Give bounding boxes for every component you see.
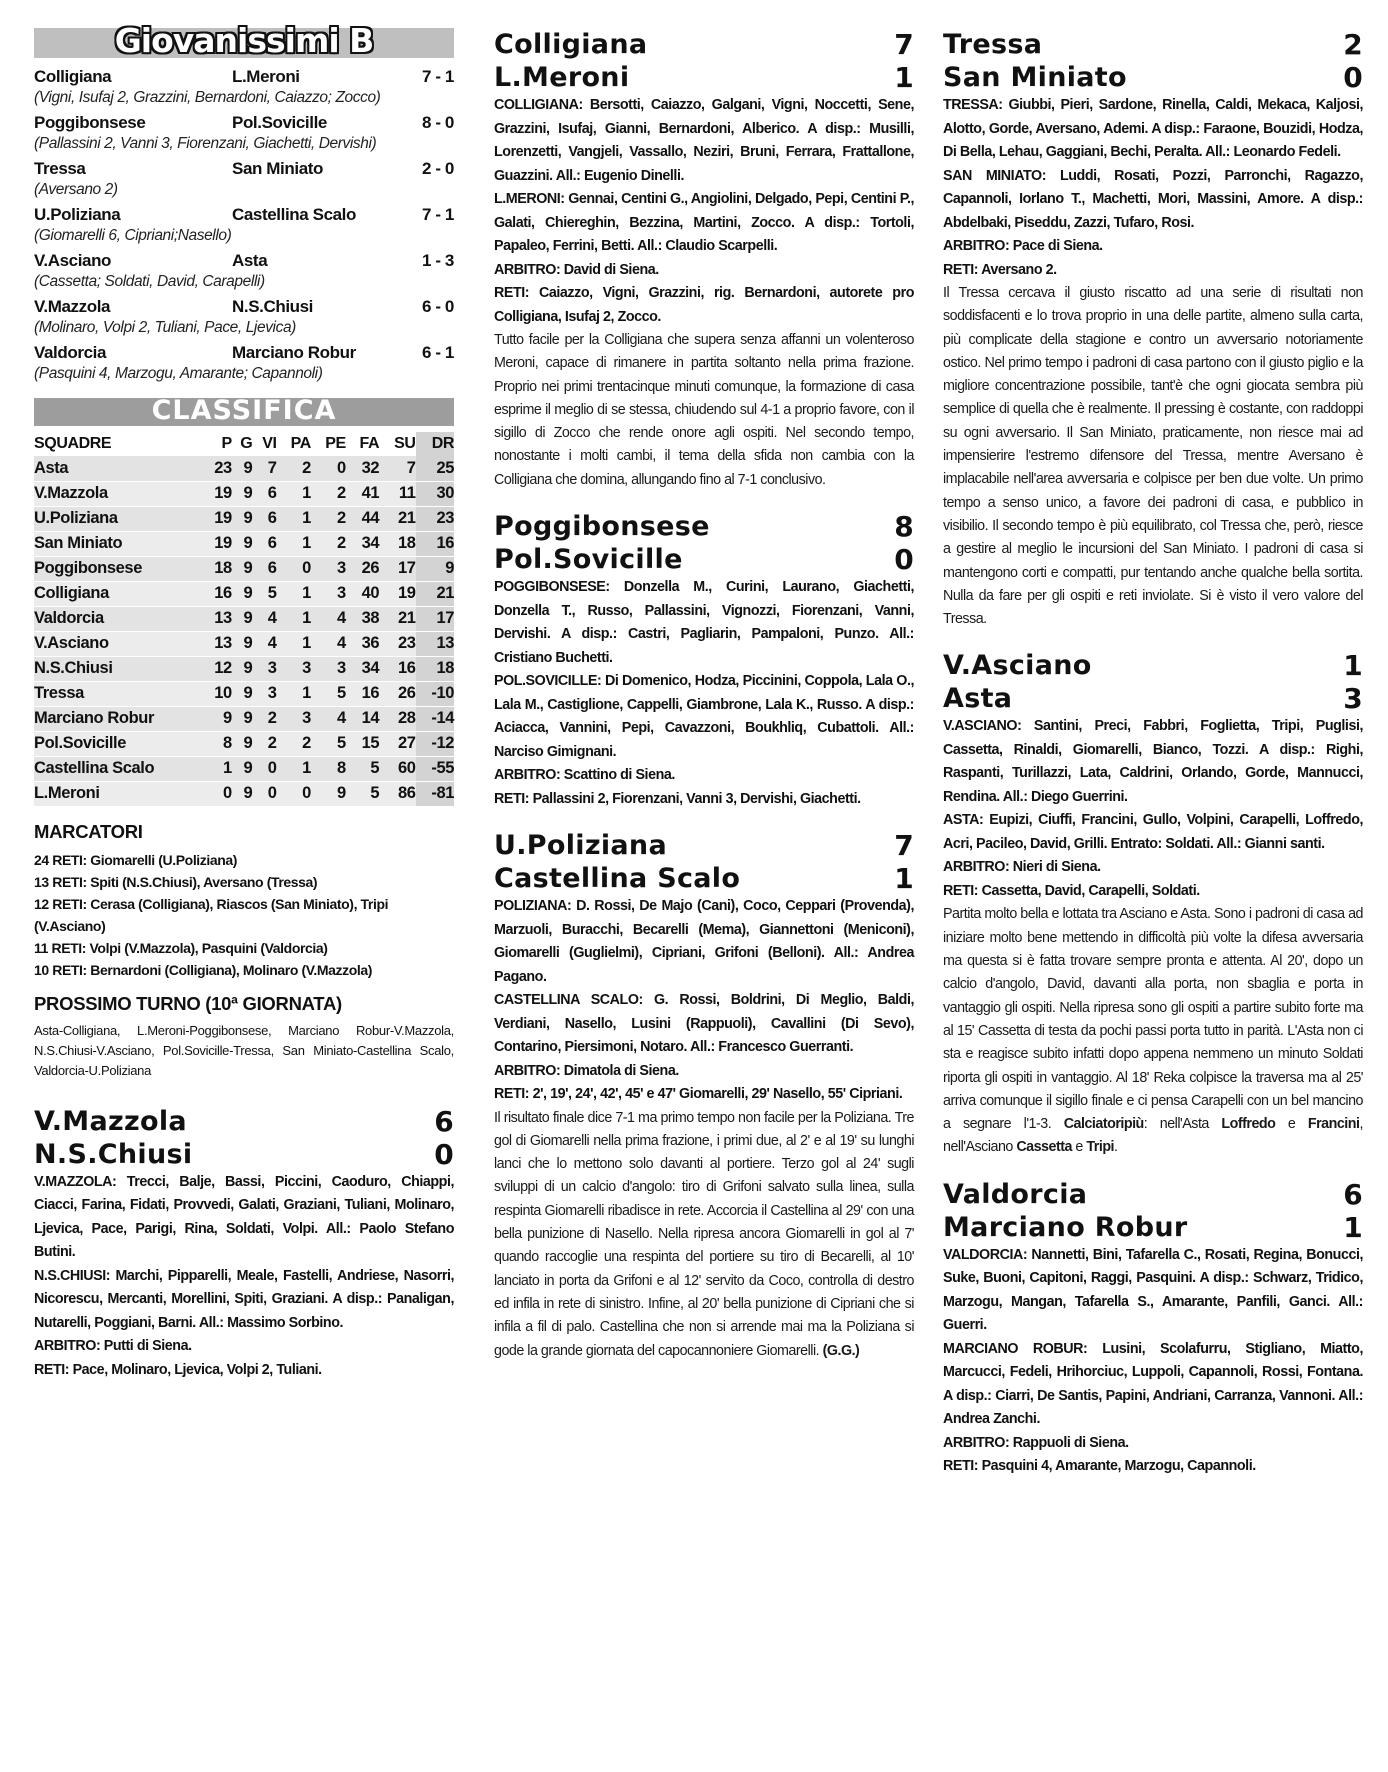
standings-team: Pol.Sovicille (34, 731, 202, 756)
referee: ARBITRO: Dimatola di Siena. (494, 1062, 679, 1079)
column-matches-3 (943, 28, 1363, 1497)
standings-value: 9 (311, 781, 346, 806)
result-scorers: (Molinaro, Volpi 2, Tuliani, Pace, Ljevica) (34, 319, 296, 336)
standings-value: 4 (311, 606, 346, 631)
standings-value: 2 (277, 731, 311, 756)
standings-value: 19 (202, 481, 232, 506)
standings-value: 0 (252, 781, 276, 806)
home-team-line (494, 510, 914, 543)
standings-value: 15 (346, 731, 379, 756)
home-team-line (943, 1178, 1363, 1211)
result-score: 1 - 3 (421, 251, 454, 270)
standings-team: L.Meroni (34, 781, 202, 806)
home-score: 2 (1343, 28, 1363, 61)
standings-team: Colligiana (34, 581, 202, 606)
away-lineup: L.MERONI: Gennai, Centini G., Angiolini, Delgado, Pepi, Centini P., Galati, Chiereghin, Bezzina, Martini, Zocco. A disp.: Tortoli, Papaleo, Ferrini, Betti. All.: Claudio Scarpelli. (494, 191, 914, 254)
referee: ARBITRO: Scattino di Siena. (494, 767, 675, 784)
home-lineup: POGGIBONSESE: Donzella M., Curini, Laurano, Giachetti, Donzella T., Russo, Pallassini, Vignozzi, Fiorenzani, Vanni, Dervishi. A disp.: Castri, Pagliarin, Pampaloni, Punzo. All.: Cristiano Buchetti. (494, 579, 914, 666)
calciatori-player: Loffredo (1221, 1116, 1276, 1133)
goals: RETI: 2', 19', 24', 42', 45' e 47' Giomarelli, 29' Nasello, 55' Cipriani. (494, 1086, 903, 1103)
standings-value: 9 (232, 606, 252, 631)
standings-value: 9 (232, 731, 252, 756)
away-team: L.Meroni (494, 62, 630, 93)
home-score: 6 (434, 1104, 454, 1138)
home-score: 6 (1343, 1177, 1363, 1211)
result-score: 6 - 1 (421, 343, 454, 362)
standings-value: 3 (277, 706, 311, 731)
standings-value: 5 (252, 581, 276, 606)
result-row (34, 204, 454, 226)
home-team: Colligiana (494, 29, 648, 60)
away-lineup: N.S.CHIUSI: Marchi, Pipparelli, Meale, Fastelli, Andriese, Nasorri, Nicorescu, Mercanti, Morellini, Spiti, Graziani. A disp.: Panaligan, Nutarelli, Poggiani, Barni. All.: Massimo Sorbino. (34, 1267, 454, 1331)
referee: ARBITRO: Nieri di Siena. (943, 859, 1101, 876)
away-lineup: CASTELLINA SCALO: G. Rossi, Boldrini, Di Meglio, Baldi, Verdiani, Nasello, Lusini (Rappuoli), Cavallini (Di Sevo), Contarino, Piersimoni, Notaro. All.: Francesco Guerranti. (494, 992, 914, 1056)
standings-row (34, 481, 454, 506)
home-score: 1 (1343, 649, 1363, 683)
standings-value: 0 (311, 456, 346, 481)
home-team-line (943, 649, 1363, 682)
standings-value: 30 (416, 481, 455, 506)
section-title: Giovanissimi B (114, 21, 374, 60)
standings-value: 9 (232, 531, 252, 556)
standings-value: 3 (311, 556, 346, 581)
result-score: 2 - 0 (421, 159, 454, 178)
report-signature: (G.G.) (822, 1342, 860, 1359)
goals: RETI: Pasquini 4, Amarante, Marzogu, Capannoli. (943, 1458, 1256, 1475)
standings-row (34, 581, 454, 606)
result-scorers: (Pasquini 4, Marzogu, Amarante; Capannoli) (34, 365, 323, 382)
home-team: U.Poliziana (494, 830, 667, 862)
calciatori-player: Francini (1307, 1116, 1360, 1133)
standings-value: 9 (232, 681, 252, 706)
standings-row (34, 656, 454, 681)
standings-header-cell: PA (290, 435, 311, 452)
standings-team: Marciano Robur (34, 706, 202, 731)
standings-value: 21 (379, 606, 415, 631)
standings-value: 1 (202, 756, 232, 781)
standings-value: 0 (202, 781, 232, 806)
standings-value: 5 (346, 781, 379, 806)
standings-value: 6 (252, 481, 276, 506)
standings-value: 26 (346, 556, 379, 581)
standings-row (34, 456, 454, 481)
standings-value: 5 (346, 756, 379, 781)
result-scorers: (Cassetta; Soldati, David, Carapelli) (34, 273, 265, 290)
standings-row (34, 681, 454, 706)
result-row (34, 66, 454, 88)
result-home-team: Tressa (34, 159, 86, 178)
result-away-team: L.Meroni (232, 67, 300, 86)
calciatori-label: Calciatoripiù (1063, 1116, 1144, 1133)
section-banner-classifica (34, 395, 454, 426)
result-away-team: San Miniato (232, 159, 323, 178)
home-score: 7 (894, 829, 914, 863)
standings-value: 9 (232, 456, 252, 481)
standings-value: 16 (202, 581, 232, 606)
home-team-line (494, 28, 914, 61)
standings-value: 2 (311, 506, 346, 531)
standings-value: 17 (379, 556, 415, 581)
section-banner-giovanissimi (34, 21, 454, 60)
standings-team: V.Mazzola (34, 481, 202, 506)
standings-value: 21 (416, 581, 455, 606)
away-team-line (494, 543, 914, 576)
standings-value: 8 (202, 731, 232, 756)
home-score: 8 (894, 510, 914, 544)
standings-row (34, 531, 454, 556)
standings-value: 28 (379, 706, 415, 731)
standings-value: 12 (202, 656, 232, 681)
standings-value: 3 (252, 681, 276, 706)
standings-row (34, 706, 454, 731)
standings-value: 5 (311, 681, 346, 706)
standings-value: 7 (379, 456, 415, 481)
standings-value: 2 (277, 456, 311, 481)
goals: RETI: Caiazzo, Vigni, Grazzini, rig. Bernardoni, autorete pro Colligiana, Isufaj 2, Zocco. (494, 285, 914, 325)
away-lineup: ASTA: Eupizi, Ciuffi, Francini, Gullo, Volpini, Carapelli, Loffredo, Acri, Pacileo, David, Grilli. Entrato: Soldati. All.: Gianni santi. (943, 812, 1363, 852)
calciatori-player: Cassetta (1016, 1139, 1072, 1156)
standings-team: Valdorcia (34, 606, 202, 631)
standings-value: 1 (277, 681, 311, 706)
home-team: Valdorcia (943, 1178, 1088, 1210)
home-lineup: VALDORCIA: Nannetti, Bini, Tafarella C., Rosati, Regina, Bonucci, Suke, Buoni, Capitoni, Raggi, Pasquini. A disp.: Schwarz, Tridico, Marzogu, Mangan, Tafarella S., Amarante, Panfili, Ganci. All.: Guerri. (943, 1246, 1363, 1334)
prossimo-turno-heading: PROSSIMO TURNO (10ª GIORNATA) (34, 992, 342, 1014)
standings-body (34, 456, 454, 806)
away-team: San Miniato (943, 62, 1127, 93)
standings-value: 25 (416, 456, 455, 481)
marcatori-list (34, 849, 454, 981)
standings-value: 6 (252, 506, 276, 531)
standings-value: 7 (252, 456, 276, 481)
home-team: Tressa (943, 29, 1043, 60)
home-team-line (943, 28, 1363, 61)
home-lineup: V.MAZZOLA: Trecci, Balje, Bassi, Piccini, Caoduro, Chiappi, Ciacci, Farina, Fidati, Provvedi, Galati, Graziani, Tuliani, Molinaro, Ljevica, Pace, Parigi, Rina, Soldati, Volpi. All.: Paolo Stefano Butini. (34, 1173, 454, 1260)
away-lineup: MARCIANO ROBUR: Lusini, Scolafurru, Stigliano, Miatto, Marcucci, Fedeli, Hrihorciuc, Luppoli, Capannoli, Rossi, Fontana. A disp.: Ciarri, De Santis, Papini, Andriani, Carranza, Vannoni. All.: Andrea Zanchi. (943, 1340, 1363, 1428)
result-away-team: N.S.Chiusi (232, 297, 314, 316)
standings-value: 6 (252, 531, 276, 556)
standings-value: 0 (277, 781, 311, 806)
standings-value: 1 (277, 531, 311, 556)
standings-value: 1 (277, 631, 311, 656)
standings-team: Poggibonsese (34, 556, 202, 581)
standings-header-cell: SU (394, 435, 416, 452)
standings-value: 6 (252, 556, 276, 581)
home-lineup: TRESSA: Giubbi, Pieri, Sardone, Rinella, Caldi, Mekaca, Kaljosi, Alotto, Gorde, Aversano, Ademi. A disp.: Faraone, Bouzidi, Hodza, Di Bella, Lehau, Gaggiani, Bechi, Peralta. All.: Leonardo Fedeli. (943, 97, 1363, 160)
away-score: 0 (1343, 61, 1363, 94)
result-row (34, 250, 454, 272)
standings-value: 1 (277, 581, 311, 606)
result-away-team: Marciano Robur (232, 343, 356, 362)
calciatori-text: , nell'Asciano (943, 1116, 1363, 1156)
standings-header-row (34, 432, 454, 456)
home-team: Poggibonsese (494, 511, 710, 543)
standings-row (34, 731, 454, 756)
standings-value: 17 (416, 606, 455, 631)
match-report: Tutto facile per la Colligiana che supera senza affanni un volenteroso Meroni, capace di rimanere in partita soltanto nella prima frazione. Proprio nei primi trentacinque minuti comunque, la formazione di casa esprime il meglio di se stessa, chiudendo sul 4-1 a proprio favore, con il sigillo di Zocco che rende onore agli ospiti. Nel secondo tempo, nonostante i molti cambi, il tema della sfida non cambia con la Colligiana che domina, allungando fino al 7-1 conclusivo. (494, 332, 914, 488)
referee: ARBITRO: Rappuoli di Siena. (943, 1434, 1129, 1451)
standings-value: 4 (252, 606, 276, 631)
away-score: 1 (894, 862, 914, 896)
match-poliziana-castellina (494, 829, 914, 1363)
result-scorers: (Pallassini 2, Vanni 3, Fiorenzani, Giachetti, Dervishi) (34, 135, 377, 152)
result-scorers: (Giomarelli 6, Cipriani;Nasello) (34, 227, 232, 244)
standings-value: 2 (252, 706, 276, 731)
standings-value: 3 (277, 656, 311, 681)
match-tressa-sanminiato (943, 28, 1363, 631)
away-team: N.S.Chiusi (34, 1138, 193, 1170)
standings-value: 60 (379, 756, 415, 781)
standings-value: -81 (416, 781, 455, 806)
standings-row (34, 781, 454, 806)
home-team-line (34, 1105, 454, 1138)
result-row (34, 342, 454, 364)
scorer-line: 13 RETI: Spiti (N.S.Chiusi), Aversano (Tressa) (34, 873, 318, 890)
away-team: Asta (943, 683, 1013, 715)
standings-value: 1 (277, 481, 311, 506)
away-team: Marciano Robur (943, 1211, 1188, 1243)
result-row (34, 112, 454, 134)
match-asciano-asta (943, 649, 1363, 1159)
match-report (943, 903, 1363, 1159)
standings-value: 26 (379, 681, 415, 706)
match-poggibonsese-sovicille (494, 510, 914, 811)
home-team-line (494, 829, 914, 862)
standings-team: Castellina Scalo (34, 756, 202, 781)
scorer-line: 10 RETI: Bernardoni (Colligiana), Molinaro (V.Mazzola) (34, 961, 373, 978)
standings-value: 4 (252, 631, 276, 656)
standings-value: 38 (346, 606, 379, 631)
result-home-team: V.Asciano (34, 251, 112, 270)
marcatori-heading: MARCATORI (34, 820, 143, 842)
standings-value: 4 (311, 706, 346, 731)
standings-value: 1 (277, 506, 311, 531)
standings-row (34, 606, 454, 631)
scorer-line: 12 RETI: Cerasa (Colligiana), Riascos (San Miniato), Tripi (V.Asciano) (34, 895, 389, 934)
standings-value: 9 (232, 781, 252, 806)
result-home-team: V.Mazzola (34, 297, 111, 316)
result-scorers: (Vigni, Isufaj 2, Grazzini, Bernardoni, Caiazzo; Zocco) (34, 89, 381, 106)
away-team-line (494, 862, 914, 895)
away-team: Castellina Scalo (494, 863, 741, 895)
standings-header-cell: DR (416, 432, 455, 456)
away-score: 0 (434, 1137, 454, 1171)
standings-value: 2 (252, 731, 276, 756)
standings-team: V.Asciano (34, 631, 202, 656)
away-score: 3 (1343, 682, 1363, 716)
standings-value: 13 (416, 631, 455, 656)
standings-value: 13 (202, 606, 232, 631)
standings-value: 9 (232, 656, 252, 681)
result-home-team: Colligiana (34, 67, 112, 86)
standings-value: 27 (379, 731, 415, 756)
report-text: Partita molto bella e lottata tra Asciano e Asta. Sono i padroni di casa ad iniziare molto bene mettendo in difficoltà più volte la difesa avversaria ma questa si è fatta trovare sempre pronta e attenta. Al 20', dopo un calcio d'angolo, David, davanti alla porta, non sbaglia e porta in vantaggio gli ospiti. Nella ripresa sono gli ospiti a partire subito forte ma al 15' Cassetta di testa da pochi passi porta tutto in parità. L'Asta non ci sta e reagisce subito infatti dopo appena nemmeno un minuto Soldati riporta gli ospiti in vantaggio. Al 18' Reka colpisce la traversa ma al 25' arriva comunque il sigillo finale e ci pensa Carapelli con un bel mancino a segnare l'1-3. (943, 906, 1363, 1133)
standings-header-cell: G (240, 435, 253, 452)
standings-table (34, 432, 454, 807)
result-away-team: Castellina Scalo (232, 205, 356, 224)
away-team-line (943, 682, 1363, 715)
standings-value: 32 (346, 456, 379, 481)
prossimo-turno-text: Asta-Colligiana, L.Meroni-Poggibonsese, Marciano Robur-V.Mazzola, N.S.Chiusi-V.Asciano, Pol.Sovicille-Tressa, San Miniato-Castellina Scalo, Valdorcia-U.Poliziana (34, 1022, 454, 1078)
calciatori-player: Tripi (1086, 1139, 1115, 1156)
standings-value: 16 (346, 681, 379, 706)
away-lineup: SAN MINIATO: Luddi, Rosati, Pozzi, Parronchi, Ragazzo, Capannoli, Iorlano T., Machetti, Mori, Massini, Amore. A disp.: Abdelbaki, Piseddu, Zazzi, Tufaro, Rosi. (943, 167, 1363, 231)
home-score: 7 (894, 28, 914, 61)
goals: RETI: Pace, Molinaro, Ljevica, Volpi 2, Tuliani. (34, 1361, 322, 1378)
standings-value: 3 (311, 656, 346, 681)
home-lineup: POLIZIANA: D. Rossi, De Majo (Cani), Coco, Ceppari (Provenda), Marzuoli, Buracchi, Becarelli (Mema), Giannettoni (Meniconi), Giomarelli (Guglielmi), Cipriani, Grifoni (Belloni). All.: Andrea Pagano. (494, 898, 914, 985)
match-mazzola-chiusi (34, 1105, 454, 1383)
standings-value: 11 (379, 481, 415, 506)
referee: ARBITRO: David di Siena. (494, 261, 659, 278)
standings-value: 5 (311, 731, 346, 756)
column-matches-2 (494, 28, 914, 1381)
standings-team: Asta (34, 456, 202, 481)
standings-header-cell: SQUADRE (34, 435, 112, 452)
standings-value: -10 (416, 681, 455, 706)
result-scorers: (Aversano 2) (34, 181, 118, 198)
goals: RETI: Cassetta, David, Carapelli, Soldati. (943, 882, 1200, 899)
standings-value: 18 (379, 531, 415, 556)
calciatori-text: . (1114, 1139, 1118, 1156)
standings-value: 2 (311, 481, 346, 506)
match-valdorcia-marciano (943, 1178, 1363, 1479)
standings-team: San Miniato (34, 531, 202, 556)
match-colligiana-meroni (494, 28, 914, 492)
match-report: Il Tressa cercava il giusto riscatto ad una serie di risultati non soddisfacenti e lo trova proprio in una delle partite, almeno sulla carta, più complicate della stagione e contro un avversario notoriamente ostico. Nel primo tempo i padroni di casa partono con il giusto piglio e la migliore concentrazione possibile, tant'è che ogni giocata sembra più semplice di quella che è realmente. Il pressing è costante, con raddoppi su ogni avversario. Il San Miniato, praticamente, non riesce mai ad impensierire l'estremo difensore del Tressa, mentre Aversano è implacabile nell'area avversaria e colpisce per ben due volte. Un primo tempo a senso unico, a favore dei padroni di casa, e pubblico in visibilio. Il secondo tempo è più equilibrato, col Tressa che, però, riesce a gestire al meglio le incursioni del San Miniato. I padroni di casa si mantengono corti e compatti, pur tentando anche qualche bella sortita. Nulla da fare per gli ospiti e reti inviolate. Si è visto il vero valore del Tressa. (943, 285, 1363, 628)
standings-value: 9 (232, 556, 252, 581)
standings-header-cell: FA (359, 435, 380, 452)
standings-row (34, 631, 454, 656)
result-score: 8 - 0 (421, 113, 454, 132)
standings-value: 8 (311, 756, 346, 781)
standings-value: 21 (379, 506, 415, 531)
standings-value: 3 (311, 581, 346, 606)
standings-team: Tressa (34, 681, 202, 706)
standings-value: 44 (346, 506, 379, 531)
calciatori-text: e (1071, 1139, 1087, 1156)
result-score: 7 - 1 (421, 67, 454, 86)
report-text: Il risultato finale dice 7-1 ma primo tempo non facile per la Poliziana. Tre gol di Giomarelli nella prima frazione, i primi due, al 2' e al 19' su lunghi lanci che lo mettono solo davanti al portiere. Terzo gol al 24' sugli sviluppi di un calcio d'angolo: tiro di Grifoni salvato sulla linea, sulla respinta Giomarelli ribadisce in rete. Accorcia il Castellina al 29' con una bella punizione di Nasello. Nella ripresa ancora Giomarelli in gol al 7' quando raccoglie una respinta del portiere su tiro di Becarelli, al 10' lanciato in porta da Grifoni e al 12' servito da Coco, controlla di destro ed infila in rete di sinistro. Infine, al 20' bella punizione di Cipriani che si infila a fil di palo. Castellina che non si arrende mai ma la Poliziana si gode la grande giornata del capocannoniere Giomarelli. (494, 1109, 914, 1359)
result-score: 7 - 1 (421, 205, 454, 224)
standings-value: 0 (252, 756, 276, 781)
standings-value: 86 (379, 781, 415, 806)
away-score: 0 (894, 543, 914, 577)
home-lineup: V.ASCIANO: Santini, Preci, Fabbri, Foglietta, Tripi, Puglisi, Cassetta, Rinaldi, Giomarelli, Bianco, Tozzi. A disp.: Righi, Raspanti, Turillazzi, Lata, Caldrini, Orlando, Gorde, Mannucci, Rendina. All.: Diego Guerrini. (943, 718, 1363, 805)
standings-value: -12 (416, 731, 455, 756)
standings-value: -55 (416, 756, 455, 781)
standings-value: 9 (232, 581, 252, 606)
goals: RETI: Aversano 2. (943, 261, 1057, 278)
referee: ARBITRO: Pace di Siena. (943, 238, 1103, 254)
standings-value: 40 (346, 581, 379, 606)
standings-header-cell: VI (262, 435, 277, 452)
home-team: V.Mazzola (34, 1105, 187, 1137)
standings-value: 23 (416, 506, 455, 531)
standings-value: 14 (346, 706, 379, 731)
away-team: Pol.Sovicille (494, 544, 683, 576)
standings-value: 19 (202, 531, 232, 556)
standings-value: 10 (202, 681, 232, 706)
standings-value: 18 (202, 556, 232, 581)
standings-value: 9 (232, 756, 252, 781)
away-score: 1 (1343, 1210, 1363, 1244)
calciatori-text: : nell'Asta (1143, 1116, 1222, 1133)
standings-value: 19 (379, 581, 415, 606)
result-home-team: U.Poliziana (34, 205, 121, 224)
standings-value: 23 (379, 631, 415, 656)
referee: ARBITRO: Putti di Siena. (34, 1338, 192, 1354)
standings-value: 36 (346, 631, 379, 656)
result-away-team: Pol.Sovicille (232, 113, 327, 132)
result-away-team: Asta (232, 251, 268, 270)
standings-value: 9 (232, 631, 252, 656)
standings-row (34, 756, 454, 781)
result-row (34, 158, 454, 180)
away-score: 1 (894, 61, 914, 94)
standings-team: N.S.Chiusi (34, 656, 202, 681)
standings-value: 16 (379, 656, 415, 681)
scorer-line: 11 RETI: Volpi (V.Mazzola), Pasquini (Valdorcia) (34, 939, 328, 956)
results-list (34, 66, 454, 388)
classifica-title: CLASSIFICA (151, 395, 337, 426)
standings-value: 1 (277, 606, 311, 631)
standings-value: 0 (277, 556, 311, 581)
result-home-team: Poggibonsese (34, 113, 146, 132)
result-home-team: Valdorcia (34, 343, 106, 362)
result-score: 6 - 0 (421, 297, 454, 316)
home-lineup: COLLIGIANA: Bersotti, Caiazzo, Galgani, Vigni, Noccetti, Sene, Grazzini, Isufaj, Gianni, Bernardoni, Alberico. A disp.: Musilli, Lorenzetti, Vangjeli, Vassallo, Neziri, Bruni, Ferrara, Frattallone, Guazzini. All.: Eugenio Dinelli. (494, 97, 914, 184)
goals: RETI: Pallassini 2, Fiorenzani, Vanni 3, Dervishi, Giachetti. (494, 790, 861, 807)
standings-value: 34 (346, 656, 379, 681)
standings-value: 1 (277, 756, 311, 781)
standings-value: -14 (416, 706, 455, 731)
standings-team: U.Poliziana (34, 506, 202, 531)
standings-value: 16 (416, 531, 455, 556)
away-team-line (494, 61, 914, 94)
standings-value: 9 (416, 556, 455, 581)
standings-value: 9 (232, 706, 252, 731)
standings-row (34, 506, 454, 531)
standings-value: 13 (202, 631, 232, 656)
scorer-line: 24 RETI: Giomarelli (U.Poliziana) (34, 851, 238, 868)
standings-value: 2 (311, 531, 346, 556)
standings-value: 41 (346, 481, 379, 506)
match-report (494, 1107, 914, 1363)
home-team: V.Asciano (943, 650, 1092, 682)
standings-value: 3 (252, 656, 276, 681)
standings-value: 18 (416, 656, 455, 681)
standings-value: 34 (346, 531, 379, 556)
column-results (34, 21, 454, 1400)
standings-value: 9 (232, 506, 252, 531)
standings-value: 23 (202, 456, 232, 481)
standings-value: 9 (232, 481, 252, 506)
standings-header-cell: PE (325, 435, 346, 452)
standings-value: 9 (202, 706, 232, 731)
away-team-line (34, 1138, 454, 1171)
away-team-line (943, 1211, 1363, 1244)
standings-header-cell: P (221, 435, 232, 452)
standings-value: 4 (311, 631, 346, 656)
away-team-line (943, 61, 1363, 94)
standings-row (34, 556, 454, 581)
standings-value: 19 (202, 506, 232, 531)
result-row (34, 296, 454, 318)
away-lineup: POL.SOVICILLE: Di Domenico, Hodza, Piccinini, Coppola, Lala O., Lala M., Castiglione, Cappelli, Giambrone, Lala K., Russo. A disp.: Aciacca, Vannini, Pepi, Cavazzoni, Boukhliq, Cubattoli. All.: Narciso Gimignani. (494, 673, 914, 760)
calciatori-text: e (1275, 1116, 1308, 1133)
